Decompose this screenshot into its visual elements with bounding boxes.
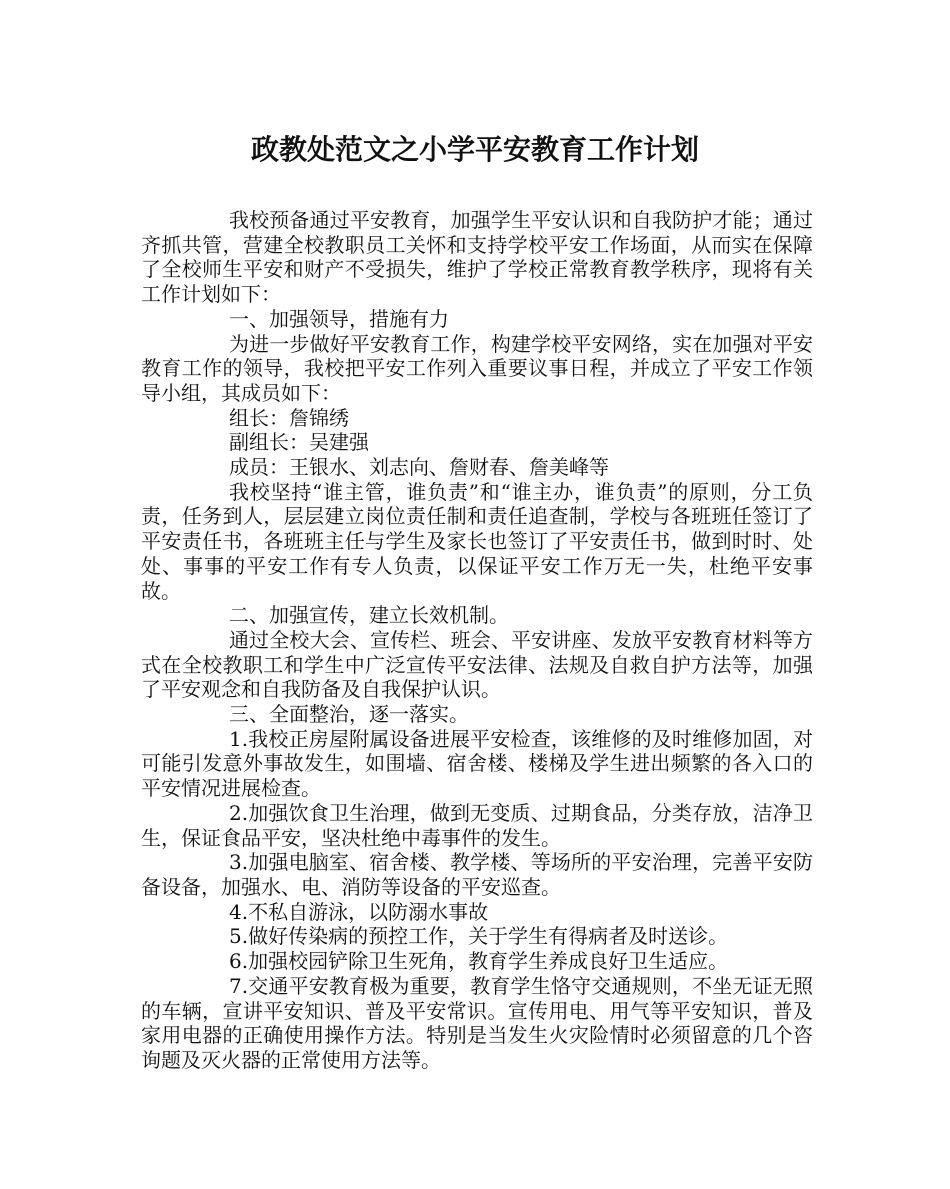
- member-line-leader: 组长：詹锦绣: [229, 405, 349, 430]
- list-item: 2.加强饮食卫生治理，做到无变质、过期食品，分类存放，洁净卫生，保证食品平安，坚决杜绝中毒事件的发生。: [141, 800, 813, 850]
- paragraph-intro: 我校预备通过平安教育，加强学生平安认识和自我防护才能；通过齐抓共管，营建全校教职员工关怀和支持学校平安工作场面，从而实在保障了全校师生平安和财产不受损失，维护了学校正常教育教学秩序，现将有关工作计划如下：: [141, 208, 813, 307]
- list-item: 3.加强电脑室、宿舍楼、教学楼、等场所的平安治理，完善平安防备设备，加强水、电、消防等设备的平安巡查。: [141, 850, 813, 899]
- list-item: 1.我校正房屋附属设备进展平安检查，该维修的及时维修加固，对可能引发意外事故发生，如围墙、宿舍楼、楼梯及学生进出频繁的各入口的平安情况进展检查。: [141, 726, 813, 801]
- list-item: 4.不私自游泳，以防溺水事故: [229, 899, 489, 924]
- section-heading-3: 三、全面整治，逐一落实。: [229, 702, 469, 727]
- member-line-members: 成员：王银水、刘志向、詹财春、詹美峰等: [229, 455, 609, 480]
- list-item: 7.交通平安教育极为重要，教育学生恪守交通规则，不坐无证无照的车辆，宣讲平安知识、普及平安常识。宣传用电、用气等平安知识，普及家用电器的正确使用操作方法。特别是当发生火灾险情时必须留意的几个咨询题及灭火器的正常使用方法等。: [141, 973, 813, 1072]
- document-body: [141, 208, 813, 1073]
- list-item: 5.做好传染病的预控工作，关于学生有得病者及时送诊。: [229, 924, 729, 949]
- paragraph: 我校坚持“谁主管，谁负责”和“谁主办，谁负责”的原则，分工负责，任务到人，层层建立岗位责任制和责任追查制，学校与各班班任签订了平安责任书，各班班主任与学生及家长也签订了平安责任书，做到时时、处处、事事的平安工作有专人负责，以保证平安工作万无一失，杜绝平安事故。: [141, 479, 813, 603]
- section-heading-1: 一、加强领导，措施有力: [229, 306, 449, 331]
- document-title: 政教处范文之小学平安教育工作计划: [250, 133, 699, 166]
- paragraph: 通过全校大会、宣传栏、班会、平安讲座、发放平安教育材料等方式在全校教职工和学生中广泛宣传平安法律、法规及自救自护方法等，加强了平安观念和自我防备及自我保护认识。: [141, 627, 813, 702]
- paragraph: 为进一步做好平安教育工作，构建学校平安网络，实在加强对平安教育工作的领导，我校把平安工作列入重要议事日程，并成立了平安工作领导小组，其成员如下：: [141, 331, 813, 405]
- list-item: 6.加强校园铲除卫生死角，教育学生养成良好卫生适应。: [229, 949, 729, 974]
- section-heading-2: 二、加强宣传，建立长效机制。: [229, 603, 509, 628]
- member-line-deputy: 副组长：吴建强: [229, 430, 369, 455]
